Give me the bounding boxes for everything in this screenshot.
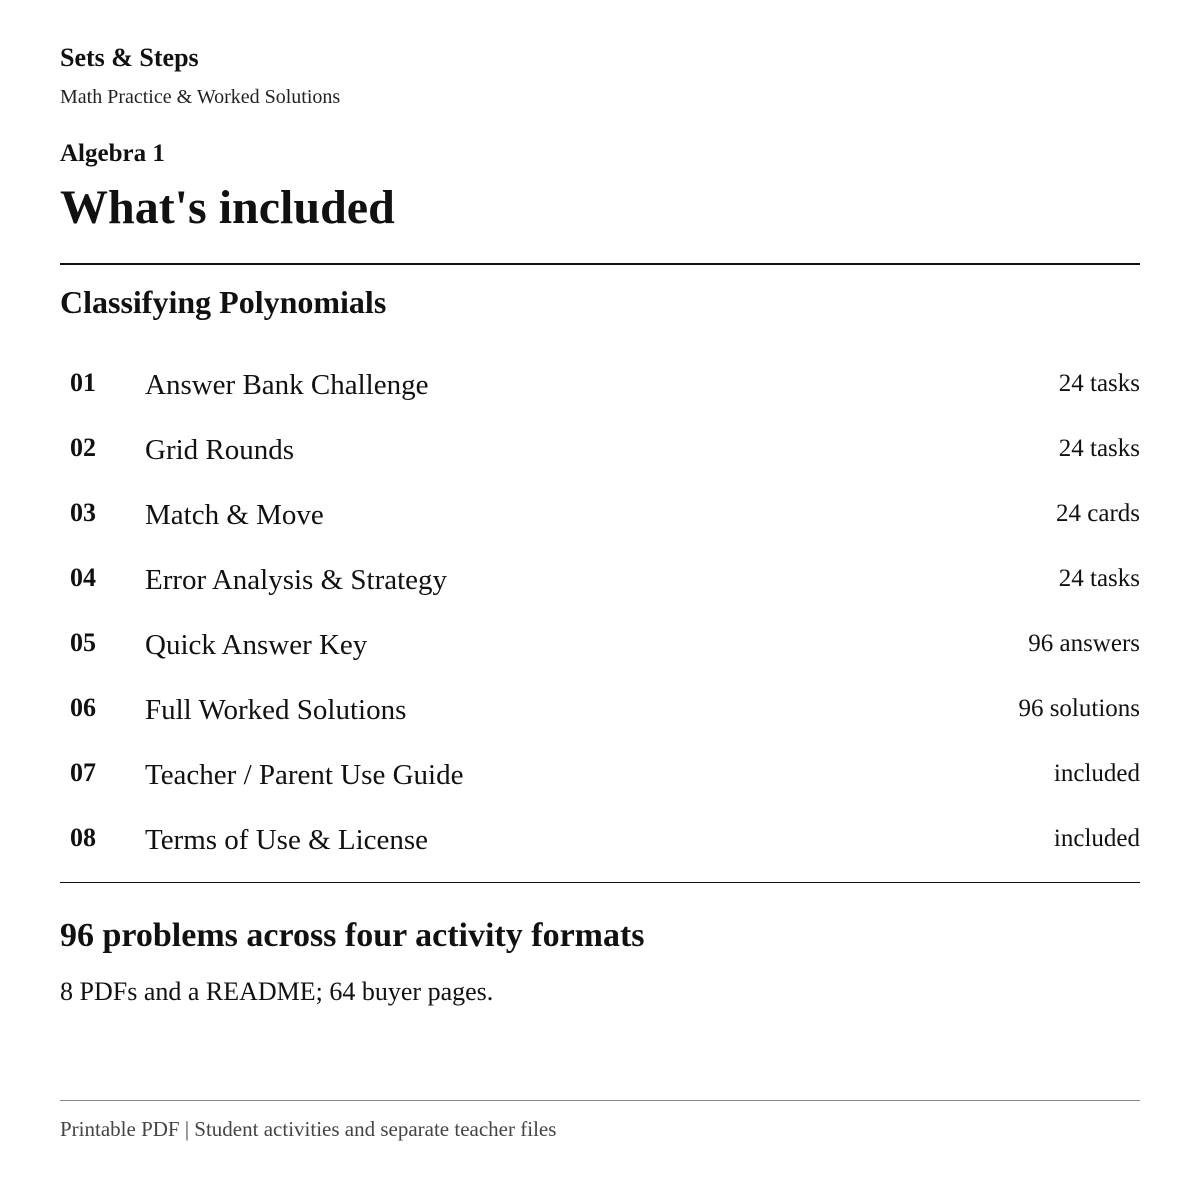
brand-name: Sets & Steps [60, 43, 199, 72]
item-number: 03 [70, 498, 96, 527]
document-page [60, 0, 1140, 1200]
course-label: Algebra 1 [60, 140, 165, 167]
summary-title: 96 problems across four activity formats [60, 917, 645, 954]
contents-divider [60, 882, 1140, 883]
item-count: included [1053, 760, 1140, 787]
list-item [60, 352, 1140, 417]
item-number: 06 [70, 693, 96, 722]
item-number: 01 [70, 368, 96, 397]
item-count: included [1053, 825, 1140, 852]
summary-text: 8 PDFs and a README; 64 buyer pages. [60, 977, 494, 1006]
list-item [60, 742, 1140, 807]
item-name: Teacher / Parent Use Guide [145, 759, 464, 791]
section-title: Classifying Polynomials [60, 284, 387, 320]
footer-text: Printable PDF | Student activities and separate teacher files [60, 1117, 557, 1141]
list-item [60, 807, 1140, 872]
item-number: 07 [70, 758, 96, 787]
item-count: 24 tasks [1058, 565, 1140, 592]
item-count: 96 solutions [1018, 695, 1140, 722]
list-item [60, 482, 1140, 547]
item-count: 96 answers [1028, 630, 1140, 657]
item-count: 24 tasks [1058, 370, 1140, 397]
item-name: Match & Move [145, 499, 324, 531]
contents-list [60, 352, 1140, 872]
footer-divider [60, 1100, 1140, 1101]
item-number: 02 [70, 433, 96, 462]
item-number: 04 [70, 563, 96, 592]
list-item [60, 677, 1140, 742]
item-name: Grid Rounds [145, 434, 295, 466]
item-name: Answer Bank Challenge [145, 369, 429, 401]
page-title: What's included [60, 181, 395, 234]
list-item [60, 547, 1140, 612]
list-item [60, 612, 1140, 677]
item-name: Terms of Use & License [145, 824, 429, 856]
item-count: 24 cards [1056, 500, 1140, 527]
brand-tagline: Math Practice & Worked Solutions [60, 86, 341, 108]
item-name: Error Analysis & Strategy [145, 564, 448, 596]
header-divider [60, 263, 1140, 265]
item-number: 08 [70, 823, 96, 852]
item-number: 05 [70, 628, 96, 657]
item-name: Quick Answer Key [145, 629, 368, 661]
list-item [60, 417, 1140, 482]
item-name: Full Worked Solutions [145, 694, 407, 726]
item-count: 24 tasks [1058, 435, 1140, 462]
